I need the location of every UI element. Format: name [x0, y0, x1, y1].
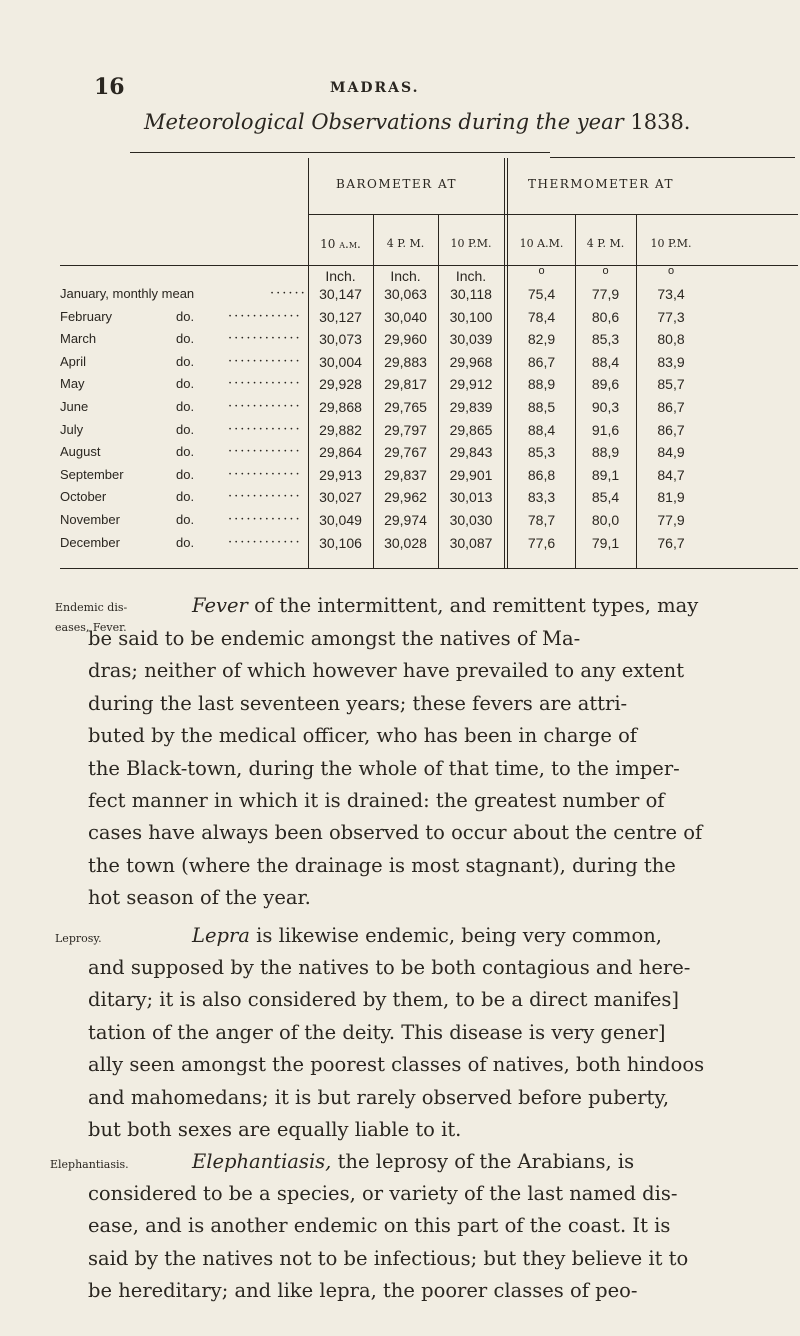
table-cell: 86,8: [527, 466, 556, 483]
table-cell: 88,9: [527, 376, 556, 393]
table-cell: 90,3: [591, 399, 620, 415]
table-cell: 78,7: [527, 512, 556, 528]
fever-term: Fever: [192, 594, 248, 617]
table-cell: 78,4: [527, 308, 556, 325]
running-head: MADRAS.: [330, 80, 420, 96]
table-cell: 30,013: [449, 489, 493, 506]
table-cell: 76,7: [657, 534, 685, 551]
fever-line: cases have always been observed to occur about the centre of: [88, 821, 703, 845]
table-cell: 29,817: [384, 376, 427, 393]
fever-line: be said to be endemic amongst the natives of Ma-: [88, 627, 581, 650]
lepra-line: ditary; it is also considered by them, to be a direct manifes]: [88, 988, 679, 1012]
fever-line: buted by the medical officer, who has been in charge of: [88, 724, 638, 748]
lepra-line-first: [192, 924, 662, 947]
row-month-label: June: [60, 399, 89, 414]
table-cell: 81,9: [657, 489, 685, 506]
fever-first-rest: of the intermittent, and remittent types, may: [247, 594, 699, 617]
table-cell: 30,073: [319, 331, 362, 348]
table-cell: 84,9: [657, 444, 685, 461]
table-cell: 30,027: [319, 489, 362, 506]
table-cell: 77,3: [657, 308, 685, 325]
margin-note-leprosy: Leprosy.: [55, 932, 102, 945]
lepra-line: tation of the anger of the deity. This disease is very gener]: [88, 1020, 666, 1044]
row-month-label: September: [60, 466, 124, 482]
unit-cell-4: o: [602, 265, 609, 277]
unit-cell-0: Inch.: [325, 268, 356, 284]
row-month-label: March: [60, 331, 97, 347]
row-month-label: February: [60, 308, 113, 324]
table-cell: 29,767: [384, 444, 427, 461]
thermometer-header: THERMOMETER AT: [528, 177, 675, 191]
table-cell: 29,912: [449, 376, 493, 393]
table-cell: 29,868: [319, 399, 362, 415]
fever-line: during the last seventeen years; these fevers are attri-: [88, 691, 628, 715]
lepra-line: ally seen amongst the poorest classes of natives, both hindoos: [88, 1053, 705, 1077]
row-month-label: January, monthly mean: [60, 286, 195, 301]
unit-cell-5: o: [667, 265, 675, 277]
table-cell: 29,962: [384, 489, 427, 506]
time-header-5: 10 P.M.: [650, 237, 692, 250]
unit-cell-1: Inch.: [390, 268, 421, 284]
row-month-label: May: [60, 376, 85, 392]
table-cell: 86,7: [527, 353, 556, 370]
lepra-line: and supposed by the natives to be both contagious and here-: [88, 956, 691, 979]
table-cell: 77,9: [591, 286, 620, 302]
table-cell: 88,4: [591, 353, 620, 370]
table-cell: 30,127: [319, 308, 362, 325]
col-rule-3a: [504, 158, 505, 568]
table-cell: 29,797: [384, 421, 427, 438]
row-ditto: do.: [176, 444, 195, 460]
table-cell: 30,030: [449, 512, 493, 528]
elephantiasis-line-first: [192, 1150, 634, 1173]
table-cell: 83,3: [527, 489, 556, 506]
table-cell: 30,106: [319, 534, 362, 551]
table-cell: 30,063: [384, 286, 427, 302]
table-cell: 77,9: [657, 512, 685, 528]
row-ditto: do.: [176, 534, 195, 550]
table-cell: 79,1: [591, 534, 620, 551]
table-top-rule-right: [550, 157, 795, 158]
table-cell: 89,1: [591, 466, 620, 483]
row-leader-dots: ············: [228, 308, 302, 324]
table-cell: 30,100: [449, 308, 493, 325]
row-leader-dots: ············: [228, 331, 302, 347]
table-cell: 83,9: [657, 353, 685, 370]
table-cell: 30,040: [384, 308, 427, 325]
table-cell: 30,039: [449, 331, 493, 348]
elephantiasis-line: said by the natives not to be infectious; but they believe it to: [88, 1246, 689, 1270]
table-cell: 29,928: [319, 376, 362, 393]
time-header-0: 10 a.m.: [320, 237, 361, 251]
lepra-line: and mahomedans; it is but rarely observed before puberty,: [88, 1085, 670, 1109]
elephantiasis-line: be hereditary; and like lepra, the poorer classes of peo-: [88, 1279, 638, 1303]
table-cell: 29,883: [384, 353, 427, 370]
table-cell: 85,3: [527, 444, 556, 461]
margin-note-endemic-2: eases, Fever.: [55, 621, 127, 634]
fever-line: hot season of the year.: [88, 886, 311, 910]
fever-line: dras; neither of which however have prevailed to any extent: [88, 659, 685, 683]
table-cell: 29,837: [384, 466, 427, 483]
table-cell: 75,4: [527, 286, 556, 302]
table-cell: 30,118: [450, 286, 492, 302]
table-cell: 85,4: [591, 489, 620, 506]
table-cell: 30,004: [319, 353, 362, 370]
row-leader-dots: ······: [270, 286, 307, 301]
table-cell: 85,7: [657, 376, 685, 393]
elephantiasis-term: Elephantiasis,: [192, 1150, 332, 1173]
lepra-term: Lepra: [192, 924, 250, 947]
row-ditto: do.: [176, 466, 195, 482]
row-ditto: do.: [176, 308, 195, 324]
time-header-2: 10 P.M.: [450, 237, 492, 250]
page-title: [144, 110, 690, 134]
table-cell: 80,8: [657, 331, 685, 348]
table-cell: 30,147: [319, 286, 362, 302]
row-month-label: October: [60, 489, 107, 505]
table-cell: 73,4: [657, 286, 685, 302]
row-ditto: do.: [176, 353, 195, 369]
time-header-4: 4 P. M.: [586, 237, 625, 250]
table-cell: 29,865: [449, 421, 493, 438]
table-cell: 88,5: [527, 399, 556, 415]
row-leader-dots: ············: [228, 421, 302, 437]
row-ditto: do.: [176, 399, 195, 414]
row-ditto: do.: [176, 512, 195, 527]
table-cell: 30,028: [384, 534, 427, 551]
margin-note-endemic-1: Endemic dis-: [55, 601, 128, 614]
row-leader-dots: ············: [228, 353, 302, 369]
table-cell: 29,765: [384, 399, 427, 415]
lepra-first-rest: is likewise endemic, being very common,: [249, 924, 662, 947]
lepra-line: but both sexes are equally liable to it.: [88, 1118, 462, 1141]
row-month-label: July: [60, 421, 84, 437]
row-ditto: do.: [176, 489, 195, 505]
fever-line: the town (where the drainage is most stagnant), during the: [88, 853, 676, 877]
table-cell: 30,049: [319, 512, 362, 528]
table-cell: 29,974: [384, 512, 427, 528]
header-group-rule: [308, 214, 798, 215]
table-cell: 29,843: [449, 444, 493, 461]
row-ditto: do.: [176, 376, 195, 392]
fever-line: fect manner in which it is drained: the greatest number of: [88, 789, 665, 812]
margin-note-elephantiasis: Elephantiasis.: [50, 1158, 129, 1171]
fever-line: the Black-town, during the whole of that time, to the imper-: [88, 756, 680, 780]
row-leader-dots: ············: [228, 466, 302, 482]
table-cell: 29,864: [319, 444, 362, 461]
time-header-3: 10 A.M.: [519, 237, 564, 250]
fever-line-first: [192, 594, 698, 617]
time-header-1: 4 P. M.: [386, 237, 425, 250]
elephantiasis-line: considered to be a species, or variety of the last named dis-: [88, 1182, 678, 1205]
title-text: Meteorological Observations during the year: [144, 110, 624, 134]
table-cell: 30,087: [449, 534, 493, 551]
elephantiasis-first-rest: the leprosy of the Arabians, is: [331, 1150, 635, 1173]
row-ditto: do.: [176, 421, 195, 437]
table-cell: 84,7: [657, 466, 685, 483]
table-cell: 77,6: [527, 534, 556, 551]
row-month-label: August: [60, 444, 101, 460]
row-leader-dots: ············: [228, 534, 302, 550]
table-cell: 85,3: [591, 331, 620, 348]
barometer-header: BAROMETER AT: [336, 177, 458, 191]
table-cell: 80,0: [591, 512, 620, 528]
unit-cell-3: o: [538, 265, 545, 277]
table-cell: 91,6: [591, 421, 620, 438]
table-top-rule: [130, 152, 550, 153]
table-cell: 29,882: [319, 421, 362, 438]
table-cell: 82,9: [527, 331, 556, 348]
row-leader-dots: ············: [228, 444, 302, 460]
page-number: 16: [94, 74, 125, 100]
table-cell: 29,901: [449, 466, 493, 483]
table-cell: 89,6: [591, 376, 620, 393]
title-year: 1838.: [630, 110, 691, 134]
table-cell: 88,4: [527, 421, 556, 438]
unit-cell-2: Inch.: [455, 268, 487, 284]
row-leader-dots: ············: [228, 512, 302, 527]
table-bottom-rule: [60, 568, 798, 569]
table-cell: 29,968: [449, 353, 493, 370]
table-cell: 86,7: [657, 399, 685, 415]
row-leader-dots: ············: [228, 399, 302, 414]
row-leader-dots: ············: [228, 376, 302, 392]
row-ditto: do.: [176, 331, 195, 347]
table-cell: 80,6: [591, 308, 620, 325]
elephantiasis-line: ease, and is another endemic on this part of the coast. It is: [88, 1214, 671, 1238]
table-cell: 29,913: [319, 466, 362, 483]
row-month-label: November: [60, 512, 120, 527]
row-month-label: April: [60, 353, 87, 369]
row-month-label: December: [60, 534, 120, 550]
table-cell: 86,7: [657, 421, 685, 438]
table-cell: 29,960: [384, 331, 427, 348]
table-cell: 29,839: [449, 399, 493, 415]
row-leader-dots: ············: [228, 489, 302, 505]
table-cell: 88,9: [591, 444, 620, 461]
